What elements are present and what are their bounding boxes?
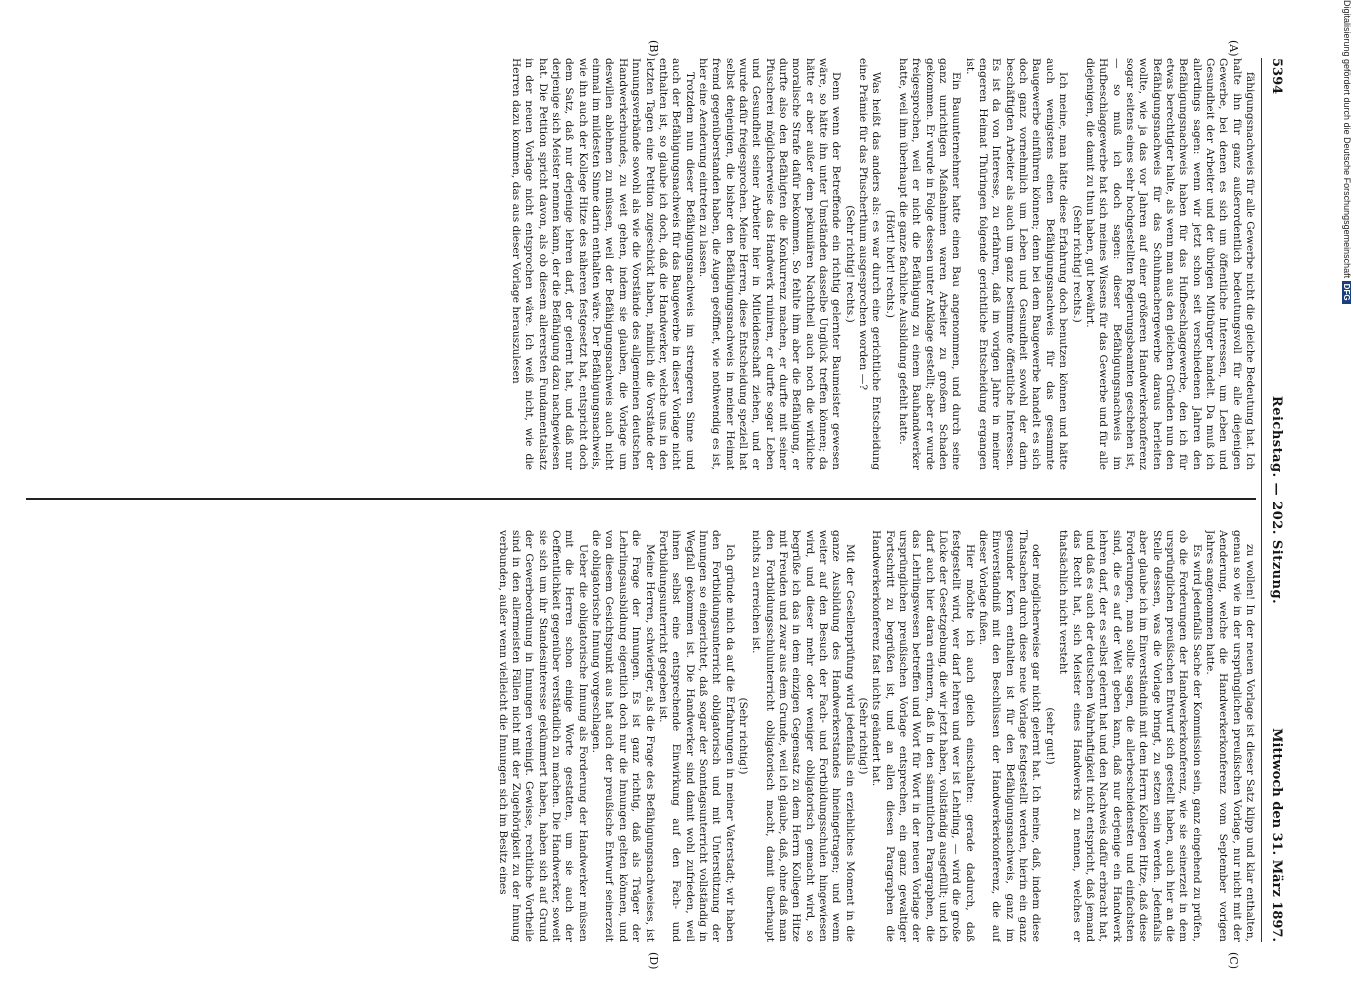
header-title: Reichstag. — 202. Sitzung. <box>1269 395 1284 605</box>
interjection: (Sehr richtig! rechts.) <box>1070 205 1083 323</box>
paragraph: Denn wenn der Betreffende ein richtig gelernter Baumeister gewesen wäre, so hätte ihn unter Umständen dasselbe Unglück treffen können; da hätte er aber außer dem pekuniären Nachtheil auch noch die wirkliche moralische Strafe dafür bekommen. So fehlte ihm aber die Befähigung, er durfte also den Befähigten die Konkurrenz machen, er durfte mit seiner Pfuscherei möglicherweise das Handwerk ruiniren, er durfte sogar Leben und Gesundheit seiner Arbeiter hier in Mitleidenschaft ziehen, und er wurde dafür freigesprochen. Meine Herren, diese Entscheidung speziell hat selbst denjenigen, die bisher den Befähigungsnachweis in meiner Heimat fremd gegenüberstanden haben, die Augen geöffnet, wie nothwendig es ist, hier eine Aenderung eintreten zu lassen. <box>696 58 843 470</box>
paragraph: Es wird jedenfalls Sache der Kommission sein, ganz eingehend zu prüfen, ob die Forderungen der Handwerkerkonferenz, wie sie seinerzeit in dem ursprünglichen preußischen Entwurf sich gestellt haben, auch hier an die Stelle dessen, was die Vorlage bringt, zu setzen sein werden. Jedenfalls aber glaube ich im Einverständniß mit dem Herrn Kollegen Hitze, daß diese Forderungen, man sollte sagen, die allerbescheidensten und einfachsten sind, die es auf der Welt geben kann, daß nur derjenige ein Handwerk lehren darf, der es selbst gelernt hat und den Nachweis dafür erbracht hat, und daß es auch der deutschen Wahrhaftigkeit nicht entspricht, daß jemand das Recht hat, sich Meister eines Handwerks zu nennen, welches er thatsächlich nicht versteht <box>1057 530 1203 942</box>
interjection: (sehr gut!) <box>1043 707 1056 765</box>
paragraph: Ich gründe mich da auf die Erfahrungen in meiner Vaterstadt; wir haben den Fortbildungsunterricht obligatorisch und mit Unterstützung der Innungen so eingerichtet, daß sogar der Sonntagsunterricht vollständig in Wegfall gekommen ist. Die Handwerker sind damit wohl zufrieden, weil ihnen selbst eine entsprechende Einwirkung auf den Fach- und Fortbildungsunterricht gegeben ist. <box>656 530 736 942</box>
paragraph: Was heißt das anders als: es war durch eine gerichtliche Entscheidung eine Prämie für das Pfuscherthum ausgesprochen worden —? <box>857 58 883 470</box>
paragraph: Ueber die obligatorische Innung als Forderung der Handwerker müssen mit die Herren schon einige Worte gestatten, um sie auch der Oeffentlichkeit gegenüber verständlich zu machen. Die Handwerker, soweit sie sich um ihr Standesinteresse gekümmert haben, haben sich auf Grund der Gewerbeordnung in Innungen vereinigt. Gewisse, rechtliche Vortheile sind in den allermeisten Fällen nicht mit der Zugehörigkeit zu der Innung verbunden, außer wenn vielleicht die Innungen sich im Besitz eines <box>496 530 589 942</box>
interjection: (Hört! hört! rechts.) <box>883 209 896 319</box>
footer-text-rotated <box>1338 0 1352 1000</box>
paragraph: Meine Herren, schwieriger, als die Frage des Befähigungsnachweises, ist die Frage der Innungen. Es ist ganz richtig, daß als Träger der Lehrlingsausbildung eigentlich doch nur die Innungen gelten können, und von diesem Gesichtspunkt aus hat auch der preußische Entwurf seinerzeit die obligatorische Innung vorgeschlagen. <box>590 530 656 942</box>
paragraph: Ich meine, man hätte diese Erfahrung doch benutzen können und hätte auch wenigstens einen Befähigungsnachweis für das gesammte Baugewerbe einführen können; denn bei dem Baugewerbe handelt es sich doch ganz vornehmlich um Leben und Gesundheit sowohl der darin beschäftigten Arbeiter als auch um ganz bestimmte öffentliche Interessen. Es ist da von Interesse, zu erfahren, daß im vorigen Jahre in meiner engeren Heimat Thüringen folgende gerichtliche Entscheidung ergangen ist. <box>963 58 1070 470</box>
dfg-logo: DFG <box>1342 281 1351 304</box>
footer-text: Digitalisierung gefördert durch die Deutsche Forschungsgemeinschaft <box>1342 0 1352 279</box>
right-text-column <box>16 530 1256 942</box>
paragraph: Ein Bauunternehmer hatte einen Bau angenommen, und durch seine ganz unrichtigen Maßnahmen waren Arbeiter zu großem Schaden gekommen. Er wurde in Folge dessen unter Anklage gestellt; aber er wurde freigesprochen, weil er nicht die Befähigung zu einem Bauhandwerker hatte, weil ihm überhaupt die ganze fachliche Ausbildung gefehlt hatte. <box>897 58 963 470</box>
paragraph: Trotzdem nun dieser Befähigungsnachweis im strengeren Sinne und auch der Befähigungsnachweis für das Baugewerbe in dieser Vorlage nicht enthalten ist, so glaube ich doch, daß die Handwerker, welche uns in den letzten Tagen eine Petition zugeschickt haben, nämlich die Vorstände der Innungsverbände sowohl als wie die Vorstände des allgemeinen deutschen Handwerkerbundes, zu weit gehen, indem sie glauben, die Vorlage um deswillen ablehnen zu müssen, weil der Befähigungsnachweis auch nicht einmal im mildesten Sinne darin enthalten wäre. Der Befähigungsnachweis, wie ihn auch der Kollege Hitze des näheren festgesetzt hat, entspricht doch dem Satz, daß nur derjenige lehren darf, der gelernt hat, und daß nur derjenige sich Meister nennen kann, der die Befähigung dazu nachgewiesen hat. Die Petition spricht davon, als ob diesem allerersten Fundamentalsatz in der neuen Vorlage nicht entsprochen wäre. Ich weiß nicht, wie die Herren dazu kommen, das aus dieser Vorlage herauszulesen <box>510 58 696 470</box>
paragraph: Hier möchte ich auch gleich einschalten: gerade dadurch, daß festgestellt wird, wer darf lehren und wer ist Lehrling, — wird die große Lücke der Gesetzgebung, die wir jetzt haben, vollständig ausgefüllt; und ich darf auch hier daran erinnern, daß in den sämmtlichen Paragraphen, die das Lehrlingswesen betreffen und Wort für Wort in der neuen Vorlage der ursprünglichen preußischen Vorlage entsprechen, ein ganz gewaltiger Fortschritt zu begrüßen ist, und an allen diesen Paragraphen die Handwerkerkonferenz fast nichts geändert hat. <box>870 530 976 942</box>
running-header <box>1260 58 1286 942</box>
interjection: (Sehr richtig!) <box>736 697 749 775</box>
paragraph: zu wollen! In der neuen Vorlage ist dieser Satz klipp und klar enthalten, genau so wie in der ursprünglichen preußischen Vorlage, nur nicht mit der Aenderung, welche die Handwerkerkonferenz vom September vorigen Jahres angenommen hatte. <box>1203 530 1256 942</box>
left-text-column <box>16 58 1256 470</box>
margin-mark-c: (C) <box>1227 952 1240 969</box>
margin-mark-d: (D) <box>647 952 660 970</box>
header-rule <box>1261 58 1262 942</box>
header-date: Mittwoch den 31. März 1897. <box>1269 728 1284 942</box>
margin-mark-b: (B) <box>647 40 660 57</box>
margin-mark-a: (A) <box>1227 40 1240 57</box>
paragraph: fähigungsnachweis für alle Gewerbe nicht die gleiche Bedeutung hat. Ich halte ihn für ganz außerordentlich bedeutungsvoll für alle diejenigen Gewerbe, bei denen es sich um öffentliche Interessen, um Leben und Gesundheit der Arbeiter und der übrigen Mitbürger handelt. Da muß ich allerdings sagen: wenn wir jetzt schon seit verschiedenen Jahren den Befähigungsnachweis haben für das Hufbeschlaggewerbe, den ich für etwas berechtigter halte, als wenn man aus den gleichen Gründen nun den Befähigungsnachweis für das Schuhmachergewerbe daraus herleiten wollte, wie ja das vor Jahren auf einer größeren Handwerkerkonferenz sogar seitens eines sehr hochgestellten Regierungsbeamten geschehen ist, — so muß ich doch sagen: dieser Befähigungsnachweis im Hufbeschlaggewerbe hat sich meines Wissens für das Gewerbe und für alle diejenigen, die damit zu thun haben, gut bewährt. <box>1083 58 1256 470</box>
page-number: 5394 <box>1269 58 1284 95</box>
interjection: (Sehr richtig! rechts.) <box>843 205 856 323</box>
paragraph: Mit der Gesellenprüfung wird jedenfalls ein erziehliches Moment in die ganze Ausbildung des Handwerkerstandes hineingetragen; und wenn weiter auf den Besuch der Fach- und Fortbildungsschulen hingewiesen wird, und dieser mehr oder weniger obligatorisch gemacht wird, so begrüße ich das in dem einzigen Gegensatz zu dem Herrn Kollegen Hitze mit Freuden und zwar aus dem Grunde, weil ich glaube, daß, ohne daß man den Fortbildungsschulunterricht obligatorisch macht, damit überhaupt nichts zu erreichen ist. <box>750 530 856 942</box>
column-separator <box>26 498 1256 500</box>
interjection: (Sehr richtig!) <box>857 697 870 775</box>
digitization-footer <box>1338 0 1353 1000</box>
paragraph: oder möglicherweise gar nicht gelernt hat. Ich meine, daß, indem diese Thatsachen durch diese neue Vorlage festgestellt werden, hierin ein ganz gesunder Kern enthalten ist für den Befähigungsnachweis, ganz im Einverständniß mit den Beschlüssen der Handwerkerkonferenz, die auf dieser Vorlage fußen. <box>977 530 1043 942</box>
